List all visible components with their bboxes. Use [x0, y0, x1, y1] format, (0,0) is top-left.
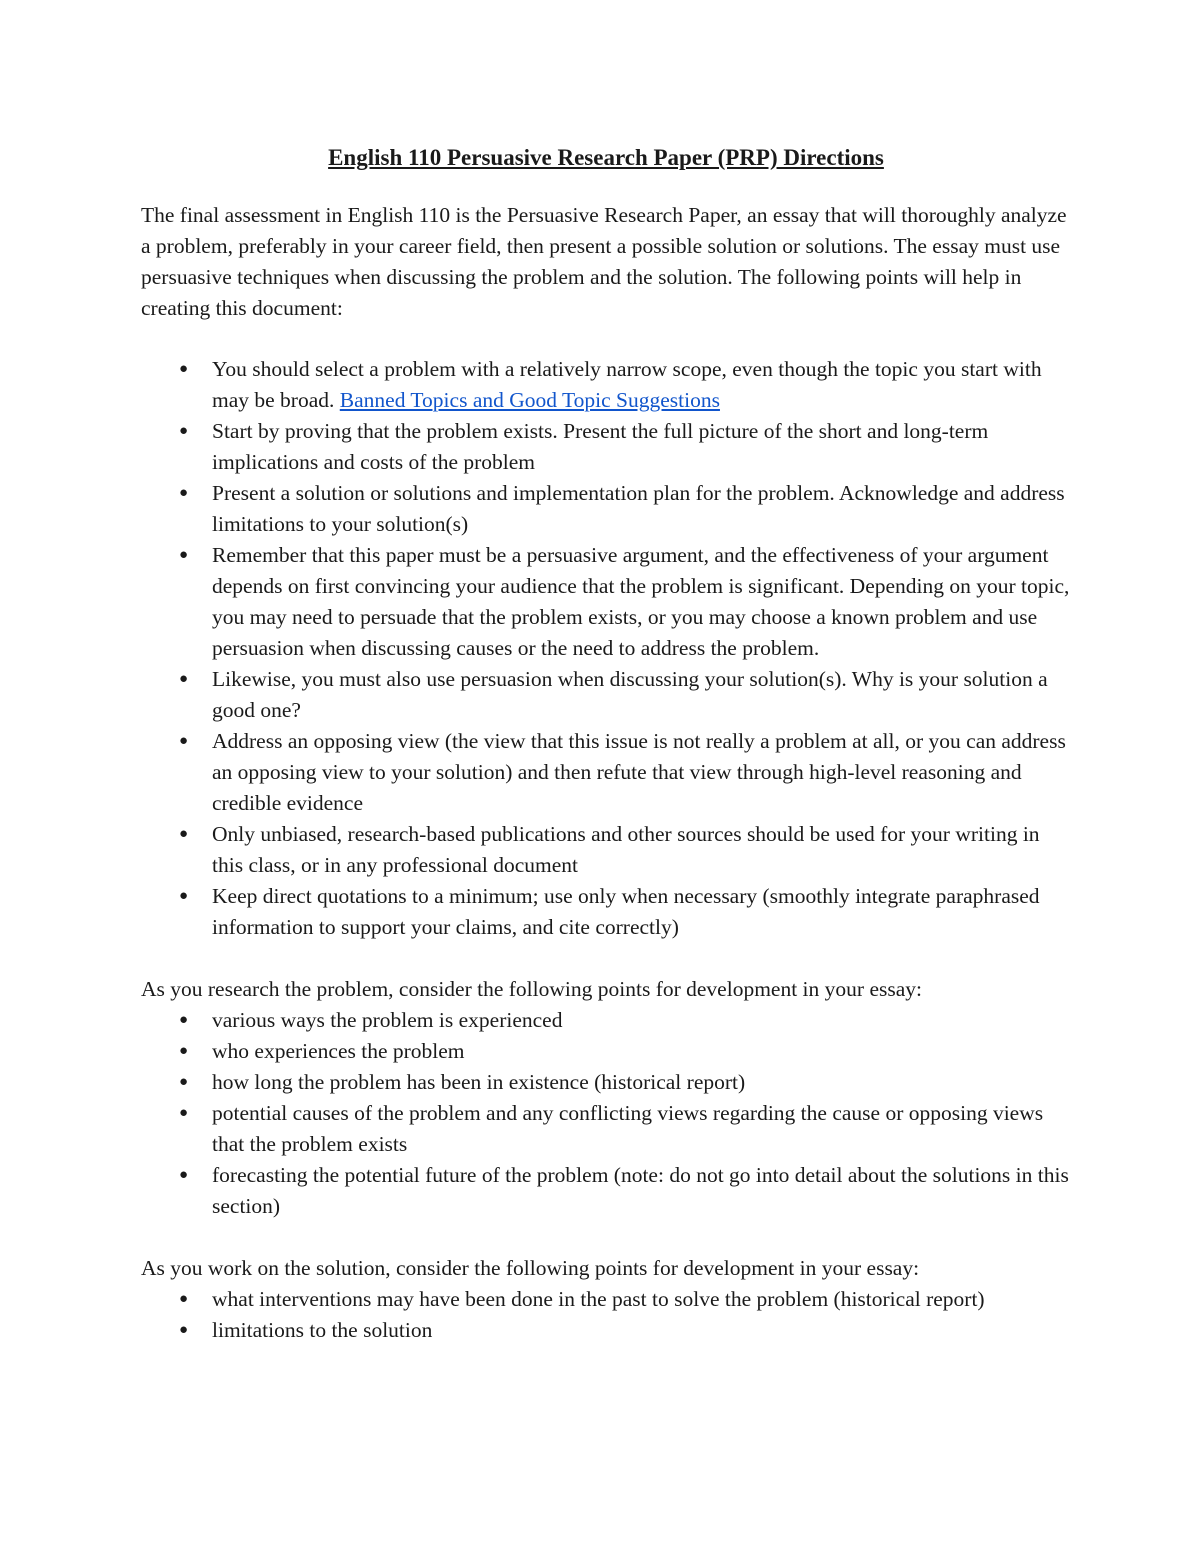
bullet-icon: ●: [179, 1291, 189, 1307]
list-item: [141, 1160, 1071, 1222]
bullet-icon: ●: [179, 733, 189, 749]
list-item: [141, 540, 1071, 664]
bullet-icon: ●: [179, 1167, 189, 1183]
bullet-icon: ●: [179, 888, 189, 904]
document-body: [141, 140, 1071, 1346]
list-item: [141, 726, 1071, 819]
solution-points-list: [141, 1284, 1071, 1346]
bullet-icon: ●: [179, 1322, 189, 1338]
main-points-list: [141, 354, 1071, 943]
list-item-text: forecasting the potential future of the problem (note: do not go into detail about the solutions in this section): [212, 1163, 1069, 1218]
bullet-icon: ●: [179, 1012, 189, 1028]
list-item-text: what interventions may have been done in the past to solve the problem (historical report): [212, 1287, 985, 1311]
list-item: [141, 1005, 1071, 1036]
list-item-text: who experiences the problem: [212, 1039, 465, 1063]
banned-topics-link[interactable]: Banned Topics and Good Topic Suggestions: [339, 388, 720, 412]
list-item-text: Likewise, you must also use persuasion when discussing your solution(s). Why is your solution a good one?: [212, 667, 1048, 722]
list-item-text: Address an opposing view (the view that this issue is not really a problem at all, or you can address an opposing view to your solution) and then refute that view through high-level reasoning and credible evidence: [212, 729, 1066, 815]
bullet-icon: ●: [179, 1043, 189, 1059]
list-item: [141, 819, 1071, 881]
list-item-text: Keep direct quotations to a minimum; use only when necessary (smoothly integrate paraphrased information to support your claims, and cite correctly): [212, 884, 1040, 939]
list-item: [141, 1036, 1071, 1067]
list-item-text: Present a solution or solutions and implementation plan for the problem. Acknowledge and address limitations to your solution(s): [212, 481, 1065, 536]
bullet-icon: ●: [179, 1105, 189, 1121]
list-item: [141, 1284, 1071, 1315]
bullet-icon: ●: [179, 361, 189, 377]
list-item-text: Start by proving that the problem exists. Present the full picture of the short and long-term implications and costs of the problem: [212, 419, 989, 474]
list-item-text: limitations to the solution: [212, 1318, 433, 1342]
list-item: [141, 1098, 1071, 1160]
list-item-text: potential causes of the problem and any conflicting views regarding the cause or opposing views that the problem exists: [212, 1101, 1044, 1156]
bullet-icon: ●: [179, 423, 189, 439]
bullet-icon: ●: [179, 671, 189, 687]
list-item-text: You should select a problem with a relatively narrow scope, even though the topic you start with may be broad.: [212, 357, 1042, 412]
document-title: English 110 Persuasive Research Paper (PRP) Directions: [328, 145, 884, 170]
list-item-text: various ways the problem is experienced: [212, 1008, 563, 1032]
problem-points-list: [141, 1005, 1071, 1222]
list-item: [141, 1067, 1071, 1098]
list-item: [141, 416, 1071, 478]
bullet-icon: ●: [179, 826, 189, 842]
list-item-text: Remember that this paper must be a persuasive argument, and the effectiveness of your argument depends on first convincing your audience that the problem is significant. Depending on your topic, you may need to persuade that the problem exists, or you may choose a known problem and use persuasion when discussing causes or the need to address the problem.: [212, 543, 1070, 660]
list-item: [141, 881, 1071, 943]
bullet-icon: ●: [179, 485, 189, 501]
bullet-icon: ●: [179, 547, 189, 563]
list-item-text: how long the problem has been in existence (historical report): [212, 1070, 746, 1094]
problem-heading: As you research the problem, consider the following points for development in your essay:: [141, 977, 922, 1001]
list-item: [141, 478, 1071, 540]
list-item: [141, 1315, 1071, 1346]
solution-heading: As you work on the solution, consider the following points for development in your essay:: [141, 1256, 920, 1280]
list-item: [141, 664, 1071, 726]
bullet-icon: ●: [179, 1074, 189, 1090]
list-item: [141, 354, 1071, 416]
list-item-text: Only unbiased, research-based publications and other sources should be used for your writing in this class, or in any professional document: [212, 822, 1040, 877]
intro-paragraph: The final assessment in English 110 is the Persuasive Research Paper, an essay that will thoroughly analyze a problem, preferably in your career field, then present a possible solution or solutions. The essay must use persuasive techniques when discussing the problem and the solution. The following points will help in creating this document:: [141, 203, 1067, 320]
